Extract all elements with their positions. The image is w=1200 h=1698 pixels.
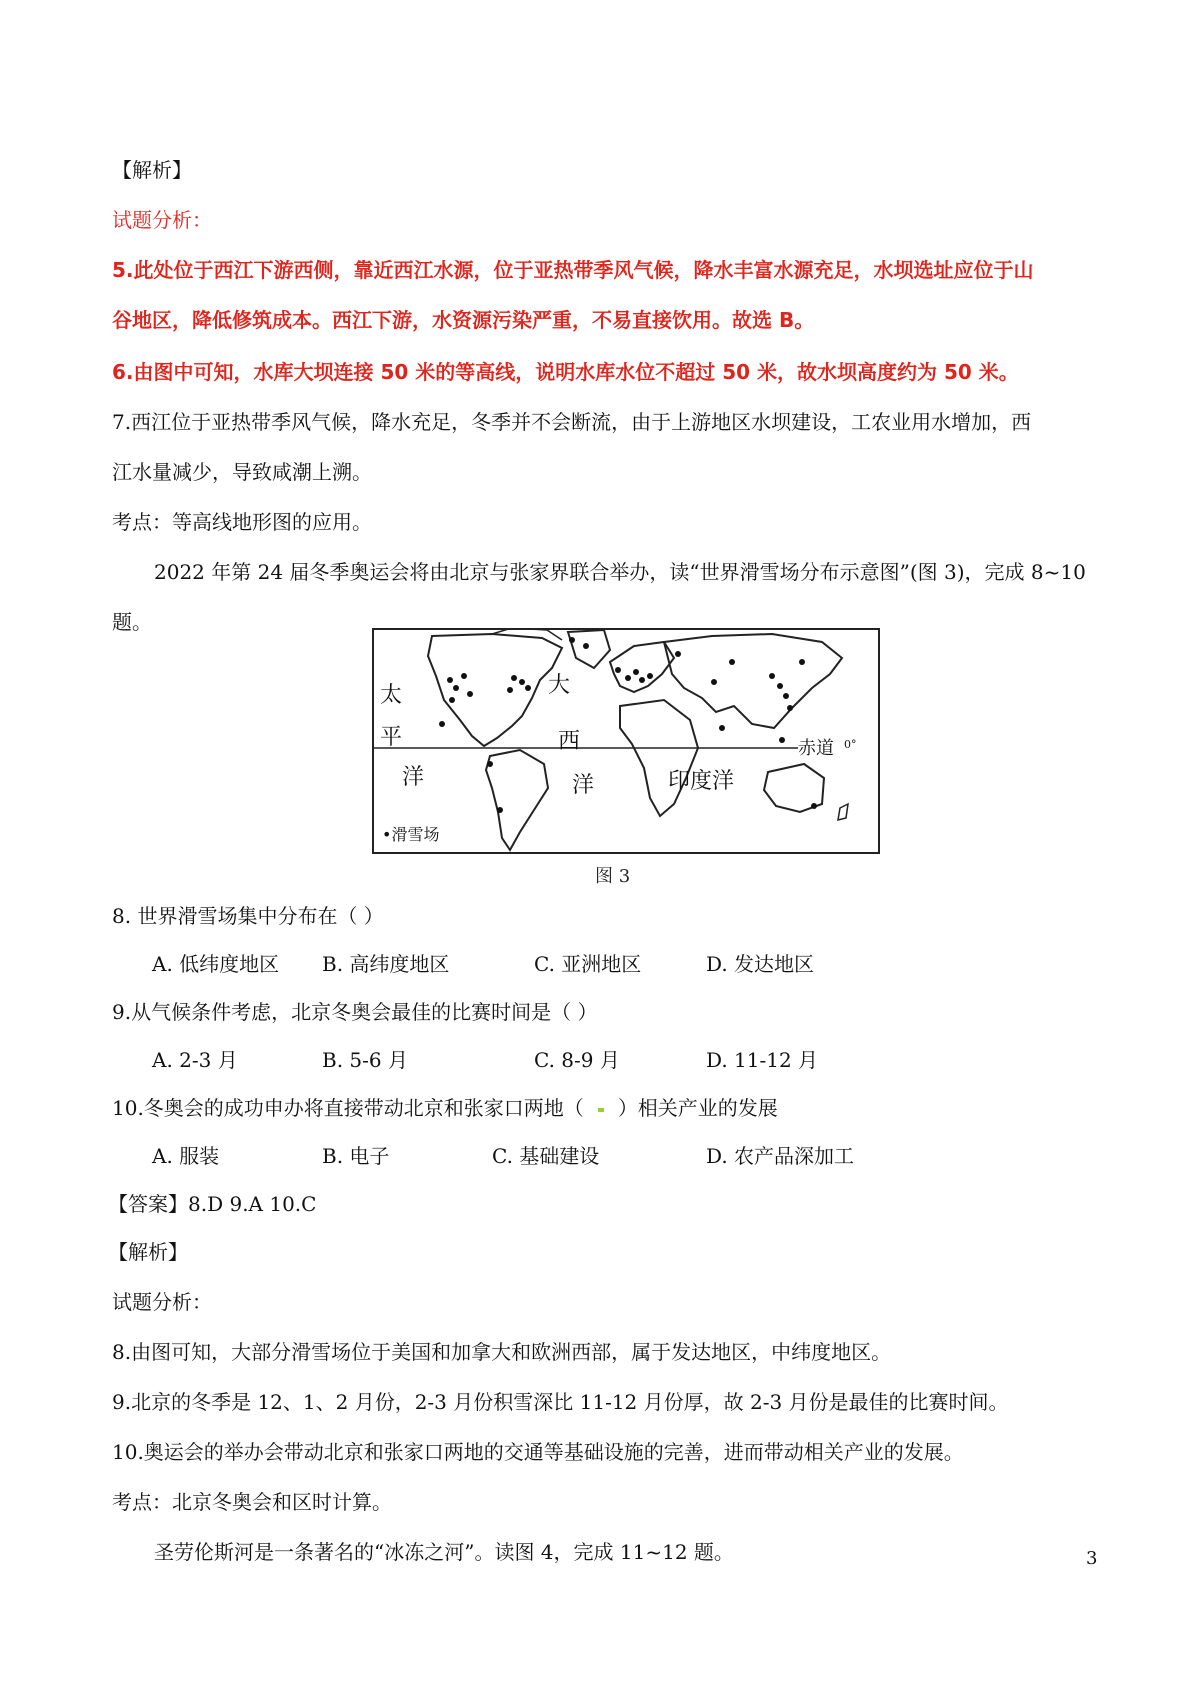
ski-dot	[439, 721, 445, 727]
ski-dot	[647, 673, 653, 679]
next-question-intro: 圣劳伦斯河是一条著名的“冰冻之河”。读图 4，完成 11~12 题。	[154, 1540, 734, 1564]
ski-dot	[461, 673, 467, 679]
ski-dot	[783, 693, 789, 699]
analysis2-subheader: 试题分析：	[112, 1290, 212, 1314]
pacific-label-1: 太	[380, 683, 403, 708]
question-10-stem	[112, 1094, 778, 1122]
intro-line2: 题。	[112, 610, 152, 634]
analysis-item-5-line1: 5.此处位于西江下游西侧，靠近西江水源，位于亚热带季风气候，降水丰富水源充足，水坝选址应位于山	[112, 258, 1034, 282]
analysis-header: 【解析】	[112, 158, 192, 182]
ski-dot	[449, 697, 455, 703]
q8-option-b: B. 高纬度地区	[322, 952, 450, 976]
ski-dot	[487, 761, 493, 767]
analysis2-item-10: 10.奥运会的举办会带动北京和张家口两地的交通等基础设施的完善，进而带动相关产业的发展。	[112, 1440, 964, 1464]
ski-dot	[799, 659, 805, 665]
q10-option-a: A. 服装	[152, 1144, 220, 1168]
ski-dot	[519, 679, 525, 685]
atlantic-label-3: 洋	[572, 773, 595, 798]
ski-dot	[719, 725, 725, 731]
ski-dot	[625, 675, 631, 681]
q10-option-d: D. 农产品深加工	[706, 1144, 855, 1168]
ski-dot	[615, 667, 621, 673]
ski-dot	[779, 737, 785, 743]
ski-dot	[777, 683, 783, 689]
ski-dot	[769, 673, 775, 679]
ski-dot	[569, 637, 575, 643]
q8-option-c: C. 亚洲地区	[534, 952, 642, 976]
ski-dot	[453, 685, 459, 691]
analysis2-item-9: 9.北京的冬季是 12、1、2 月份，2-3 月份积雪深比 11-12 月份厚，故 2-3 月份是最佳的比赛时间。	[112, 1390, 1009, 1414]
ski-dot	[467, 691, 473, 697]
ski-dot	[675, 651, 681, 657]
figure-caption: 图 3	[595, 866, 631, 887]
ski-dot	[711, 679, 717, 685]
analysis-item-7-line2: 江水量减少，导致咸潮上溯。	[112, 460, 372, 484]
ski-dot	[633, 669, 639, 675]
q9-option-b: B. 5-6 月	[322, 1048, 408, 1072]
pacific-label-2: 平	[380, 725, 403, 750]
q9-option-a: A. 2-3 月	[152, 1048, 238, 1072]
q10-stem-pre: 10.冬奥会的成功申办将直接带动北京和张家口两地（	[112, 1096, 584, 1120]
ski-dot	[639, 677, 645, 683]
analysis-subheader: 试题分析：	[112, 208, 212, 232]
indian-ocean-label: 印度洋	[668, 769, 735, 794]
zero-degree-label: 0°	[844, 738, 857, 751]
analysis-item-6: 6.由图中可知，水库大坝连接 50 米的等高线，说明水库水位不超过 50 米，故水坝高度约为 50 米。	[112, 360, 1019, 384]
pacific-label-3: 洋	[402, 765, 425, 790]
kaodian-1: 考点：等高线地形图的应用。	[112, 510, 372, 534]
kaodian-2: 考点：北京冬奥会和区时计算。	[112, 1490, 392, 1514]
q10-option-c: C. 基础建设	[492, 1144, 600, 1168]
q9-option-c: C. 8-9 月	[534, 1048, 620, 1072]
q9-option-d: D. 11-12 月	[706, 1048, 819, 1072]
ski-dot	[583, 643, 589, 649]
equator-label: 赤道	[798, 734, 834, 760]
analysis2-header: 【解析】	[108, 1240, 188, 1264]
analysis2-item-8: 8.由图可知，大部分滑雪场位于美国和加拿大和欧洲西部，属于发达地区，中纬度地区。	[112, 1340, 892, 1364]
question-9-stem: 9.从气候条件考虑，北京冬奥会最佳的比赛时间是（ ）	[112, 1000, 598, 1024]
highlight-mark	[598, 1108, 604, 1112]
map-legend: •滑雪场	[382, 825, 440, 844]
ski-dot	[507, 687, 513, 693]
ski-dot	[447, 677, 453, 683]
question-8-stem: 8. 世界滑雪场集中分布在（ ）	[112, 904, 384, 928]
world-ski-map	[372, 628, 880, 854]
ski-dot	[811, 803, 817, 809]
q10-stem-post: ）相关产业的发展	[617, 1096, 778, 1120]
answer-line: 【答案】8.D 9.A 10.C	[108, 1192, 317, 1216]
atlantic-label-2: 西	[558, 729, 581, 754]
ski-dot	[525, 685, 531, 691]
ski-dot	[729, 659, 735, 665]
ski-dot	[787, 705, 793, 711]
intro-line1: 2022 年第 24 届冬季奥运会将由北京与张家界联合举办，读“世界滑雪场分布示意图”(图 3)，完成 8~10	[154, 560, 1086, 584]
atlantic-label-1: 大	[548, 673, 571, 698]
q8-option-a: A. 低纬度地区	[152, 952, 280, 976]
page-number: 3	[1086, 1548, 1098, 1569]
ski-dot	[497, 807, 503, 813]
analysis-item-7-line1: 7.西江位于亚热带季风气候，降水充足，冬季并不会断流，由于上游地区水坝建设，工农业用水增加，西	[112, 410, 1032, 434]
analysis-item-5-line2: 谷地区，降低修筑成本。西江下游，水资源污染严重，不易直接饮用。故选 B。	[112, 308, 815, 332]
q10-option-b: B. 电子	[322, 1144, 390, 1168]
ski-dot	[511, 675, 517, 681]
q8-option-d: D. 发达地区	[706, 952, 815, 976]
